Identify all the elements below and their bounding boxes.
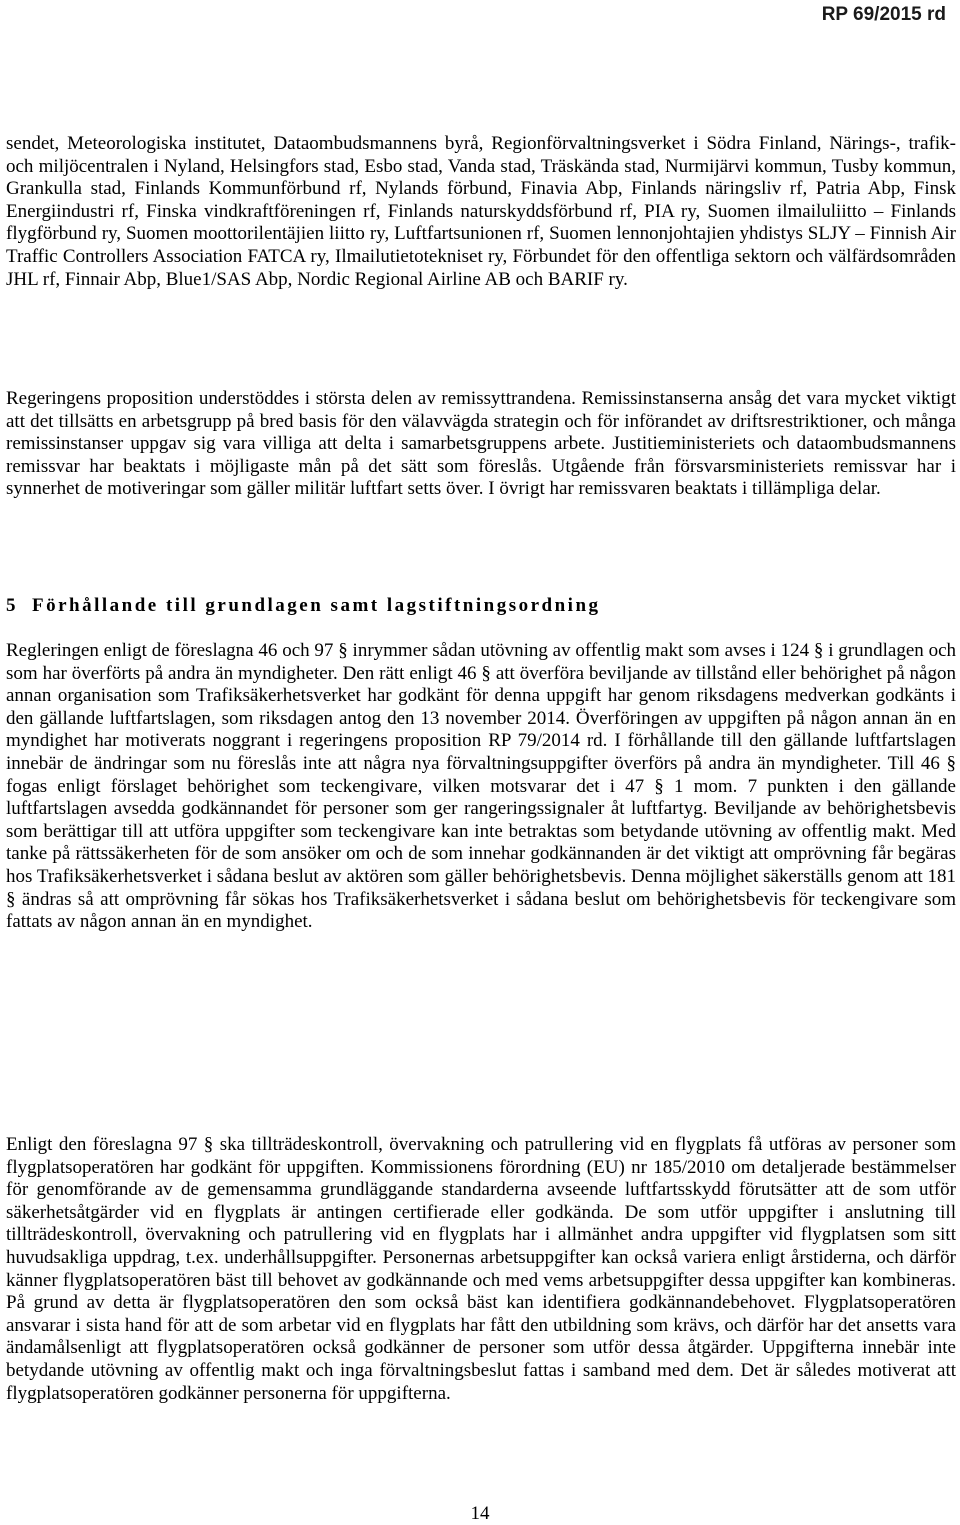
section-number: 5 bbox=[6, 595, 18, 616]
document-id-header: RP 69/2015 rd bbox=[821, 4, 946, 25]
paragraph-flygplats: Enligt den föreslagna 97 § ska tillträdeskontroll, övervakning och patrullering vid en flygplats få utföras av personer som flygplatsoperatören har godkänt för uppgiften. Kommissionens förordning (EU) nr 185/2010 om detaljerade bestämmelser för genomförande av de gemensamma grundläggande standarderna avseende luftfartsskydd förutsätter att de som utför säkerhetsåtgärder vid en flygplats är antingen certifierade eller godkända. De som utför uppgifter i anslutning till tillträdeskontroll, övervakning och patrullering vid en flygplats har i allmänhet andra uppgifter vid flygplatsen som sitt huvudsakliga uppdrag, t.ex. underhållsuppgifter. Personernas arbetsuppgifter kan också variera enligt årstiderna, och därför känner flygplatsoperatören bäst till behovet av godkännande och med vems arbetsuppgifter dessa uppgifter kan kombineras. På grund av detta är flygplatsoperatören den som också bäst kan identifiera godkännandebehovet. Flygplatsoperatören ansvarar i sista hand för att de som arbetar vid en flygplats har fått den utbildning som krävs, och därför har det ansetts vara ändamålsenligt att flygplatsoperatören också godkänner de personer som utför dessa åtgärder. Uppgifterna innebär inte betydande utövning av offentlig makt och inga förvaltningsbeslut fattas i samband med dem. Det är således motiverat att flygplatsoperatören godkänner personerna för uppgifterna. bbox=[6, 1134, 956, 1404]
paragraph-remiss-list: sendet, Meteorologiska institutet, Dataombudsmannens byrå, Regionförvaltningsverket i Södra Finland, Närings-, trafik- och miljöcentralen i Nyland, Helsingfors stad, Esbo stad, Vanda stad, Träskända stad, Nurmijärvi kommun, Tusby kommun, Grankulla stad, Finlands Kommunförbund rf, Nylands förbund, Finavia Abp, Finlands näringsliv rf, Patria Abp, Finsk Energiindustri rf, Finska vindkraftföreningen rf, Finlands naturskyddsförbund rf, PIA ry, Suomen ilmailuliitto – Finlands flygförbund ry, Suomen moottorilentäjien liitto ry, Luftfartsunionen rf, Suomen lennonjohtajien yhdistys SLJY – Finnish Air Traffic Controllers Association FATCA ry, Ilmailutietotekniset ry, Förbundet för den offentliga sektorn och välfärdsområden JHL rf, Finnair Abp, Blue1/SAS Abp, Nordic Regional Airline AB och BARIF ry. bbox=[6, 133, 956, 290]
page-number: 14 bbox=[470, 1503, 490, 1524]
paragraph-remiss-summary: Regeringens proposition understöddes i största delen av remissyttrandena. Remissinstanserna ansåg det vara mycket viktigt att det tillsätts en arbetsgrupp på bred basis för den välavvägda strategin och för införandet av driftsrestriktioner, och många remissinstanser uppgav sig vara villiga att delta i samarbetsgruppens arbete. Justitieministeriets och dataombudsmannens remissvar har beaktats i möjligaste mån på det sätt som föreslås. Utgående från försvarsministeriets remissvar har i synnerhet de motiveringar som gäller militär luftfart setts över. I övrigt har remissvaren beaktats i tillämpliga delar. bbox=[6, 388, 956, 500]
paragraph-grundlag: Regleringen enligt de föreslagna 46 och 97 § inrymmer sådan utövning av offentlig makt som avses i 124 § i grundlagen och som har överförts på andra än myndigheter. Den rätt enligt 46 § att överföra beviljande av tillstånd eller behörighet på någon annan organisation som Trafiksäkerhetsverket har godkänt för denna uppgift har genom riksdagens medverkan godkänts i den gällande luftfartslagen, som riksdagen antog den 13 november 2014. Överföringen av uppgiften på någon annan än en myndighet har motiverats noggrant i regeringens proposition RP 79/2014 rd. I förhållande till den gällande luftfartslagen innebär de ändringar som nu föreslås inte att några nya förvaltningsuppgifter överförs på andra än myndigheter. Till 46 § fogas enligt förslaget behörighet som teckengivare, vilken motsvarar det i 47 § 1 mom. 7 punkten i den gällande luftfartslagen avsedda godkännandet för personer som ger rangeringssignaler åt luftfartyg. Beviljande av behörighetsbevis som berättigar till att utföra uppgifter som teckengivare kan inte betraktas som betydande utövning av offentlig makt. Med tanke på rättssäkerheten för de som ansöker om och de som innehar godkännanden är det viktigt att omprövning får begäras hos Trafiksäkerhetsverket i sådana beslut av aktören som gäller behörighetsbevis. Denna möjlighet säkerställs genom att 181 § ändras så att omprövning får sökas hos Trafiksäkerhetsverket i sådana beslut om behörighetsbevis för teckengivare som fattats av någon annan än en myndighet. bbox=[6, 640, 956, 933]
section-heading bbox=[6, 595, 601, 617]
section-title: Förhållande till grundlagen samt lagstiftningsordning bbox=[32, 595, 601, 616]
